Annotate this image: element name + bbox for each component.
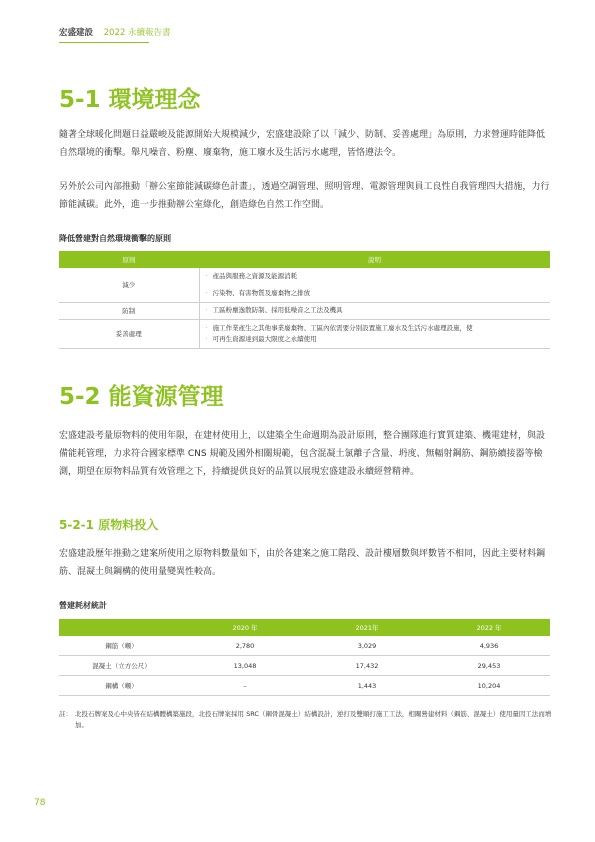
principle-cell: 妥善處理 xyxy=(59,319,199,348)
company-name: 宏盛建設 xyxy=(59,28,94,38)
principles-table xyxy=(59,251,550,349)
column-header-2022: 2022 年 xyxy=(428,619,550,636)
value-2020: 2,780 xyxy=(184,636,306,656)
description-item: · 產品與服務之資源及能源消耗 xyxy=(206,271,551,282)
value-2021: 3,029 xyxy=(306,636,428,656)
description-cell xyxy=(199,268,550,302)
column-header-material xyxy=(59,619,184,636)
energy-saving-paragraph: 另外於公司內部推動「辦公室節能減碳綠色計畫」，透過空調管理、照明管理、電源管理與員工良性自我管理四大措施，力行節能減碳。此外，進一步推動辦公室綠化，創造綠色自然工作空間。 xyxy=(59,182,550,210)
table-header-row xyxy=(59,619,550,636)
header-rule xyxy=(59,42,149,43)
section-title-environment: 5-1 環境理念 xyxy=(59,87,201,113)
table-row xyxy=(59,268,550,302)
principle-cell: 防制 xyxy=(59,302,199,319)
value-2021: 17,432 xyxy=(306,656,428,676)
column-header-2021: 2021年 xyxy=(306,619,428,636)
table-row xyxy=(59,302,550,319)
subsection-title-raw-materials: 5-2-1 原物料投入 xyxy=(59,518,159,532)
page-number: 78 xyxy=(34,798,46,808)
column-header-2020: 2020 年 xyxy=(184,619,306,636)
value-2022: 10,204 xyxy=(428,676,550,696)
table-row xyxy=(59,636,550,656)
description-item: · 污染物、有害物質及廢棄物之排放 xyxy=(206,288,551,299)
principle-cell: 減少 xyxy=(59,268,199,302)
value-2022: 29,453 xyxy=(428,656,550,676)
table-row xyxy=(59,656,550,676)
principles-table-title: 降低營建對自然環境衝擊的原則 xyxy=(59,234,171,243)
section-title-resources: 5-2 能資源管理 xyxy=(59,384,224,410)
footnote-label: 註： xyxy=(59,710,72,718)
description-item: · 工區粉塵逸散防制、採用低噪音之工法及機具 xyxy=(206,305,551,316)
value-2022: 4,936 xyxy=(428,636,550,656)
description-cell xyxy=(199,319,550,348)
value-2020: 13,048 xyxy=(184,656,306,676)
table-row xyxy=(59,676,550,696)
materials-table-title: 營建耗材統計 xyxy=(59,601,107,610)
report-title: 2022 永續報告書 xyxy=(103,28,171,38)
description-item: · 施工作業產生之其他事業廢棄物、工區內依需要分別設置施工廢水及生活污水處理設施，使 xyxy=(206,323,551,334)
material-label: 鋼筋（噸） xyxy=(59,636,184,656)
column-header-principle: 原則 xyxy=(59,251,199,268)
column-header-description: 說明 xyxy=(199,251,550,268)
resource-management-paragraph: 宏盛建設考量原物料的使用年限，在建材使用上，以建築全生命週期為設計原則，整合團隊進行實質建築、機電建材，與設備能耗管理，力求符合國家標準 CNS 規範及國外相關規範，包含混凝土氯離子含量、坍度、無輻射鋼筋、鋼筋續接器等檢測，期望在原物料品質有效管理之下，持續提供良好的品質以展現宏盛建設永續經營精神。 xyxy=(59,431,546,477)
material-label: 鋼構（噸） xyxy=(59,676,184,696)
value-2020: – xyxy=(184,676,306,696)
table-footnote xyxy=(59,709,553,731)
material-label: 混凝土（立方公尺） xyxy=(59,656,184,676)
table-row xyxy=(59,319,550,348)
running-header xyxy=(59,27,171,39)
description-item: · 可再生資源達到最大限度之永續使用 xyxy=(206,334,551,345)
materials-table xyxy=(59,619,550,696)
environment-intro-paragraph: 隨著全球暖化問題日益嚴峻及能源開始大規模減少，宏盛建設除了以「減少、防制、妥善處理」為原則，力求營運時能降低自然環境的衝擊。舉凡噪音、粉塵、廢棄物，施工廢水及生活污水處理，皆恪遵法令。 xyxy=(59,130,546,158)
value-2021: 1,443 xyxy=(306,676,428,696)
raw-materials-paragraph: 宏盛建設歷年推動之建案所使用之原物料數量如下，由於各建案之施工階段、設計樓層數與坪數皆不相同，因此主要材料鋼筋、混凝土與鋼構的使用量變異性較高。 xyxy=(59,549,546,577)
table-header-row xyxy=(59,251,550,268)
footnote-text: 北投石牌案及心中央皆在結構體構築施段，北投石牌案採用 SRC（鋼骨混凝土）結構設計，逆打及雙順打施工工法，相關營建材料（鋼筋、混凝土）使用量因工法而增加。 xyxy=(75,710,552,729)
description-cell xyxy=(199,302,550,319)
